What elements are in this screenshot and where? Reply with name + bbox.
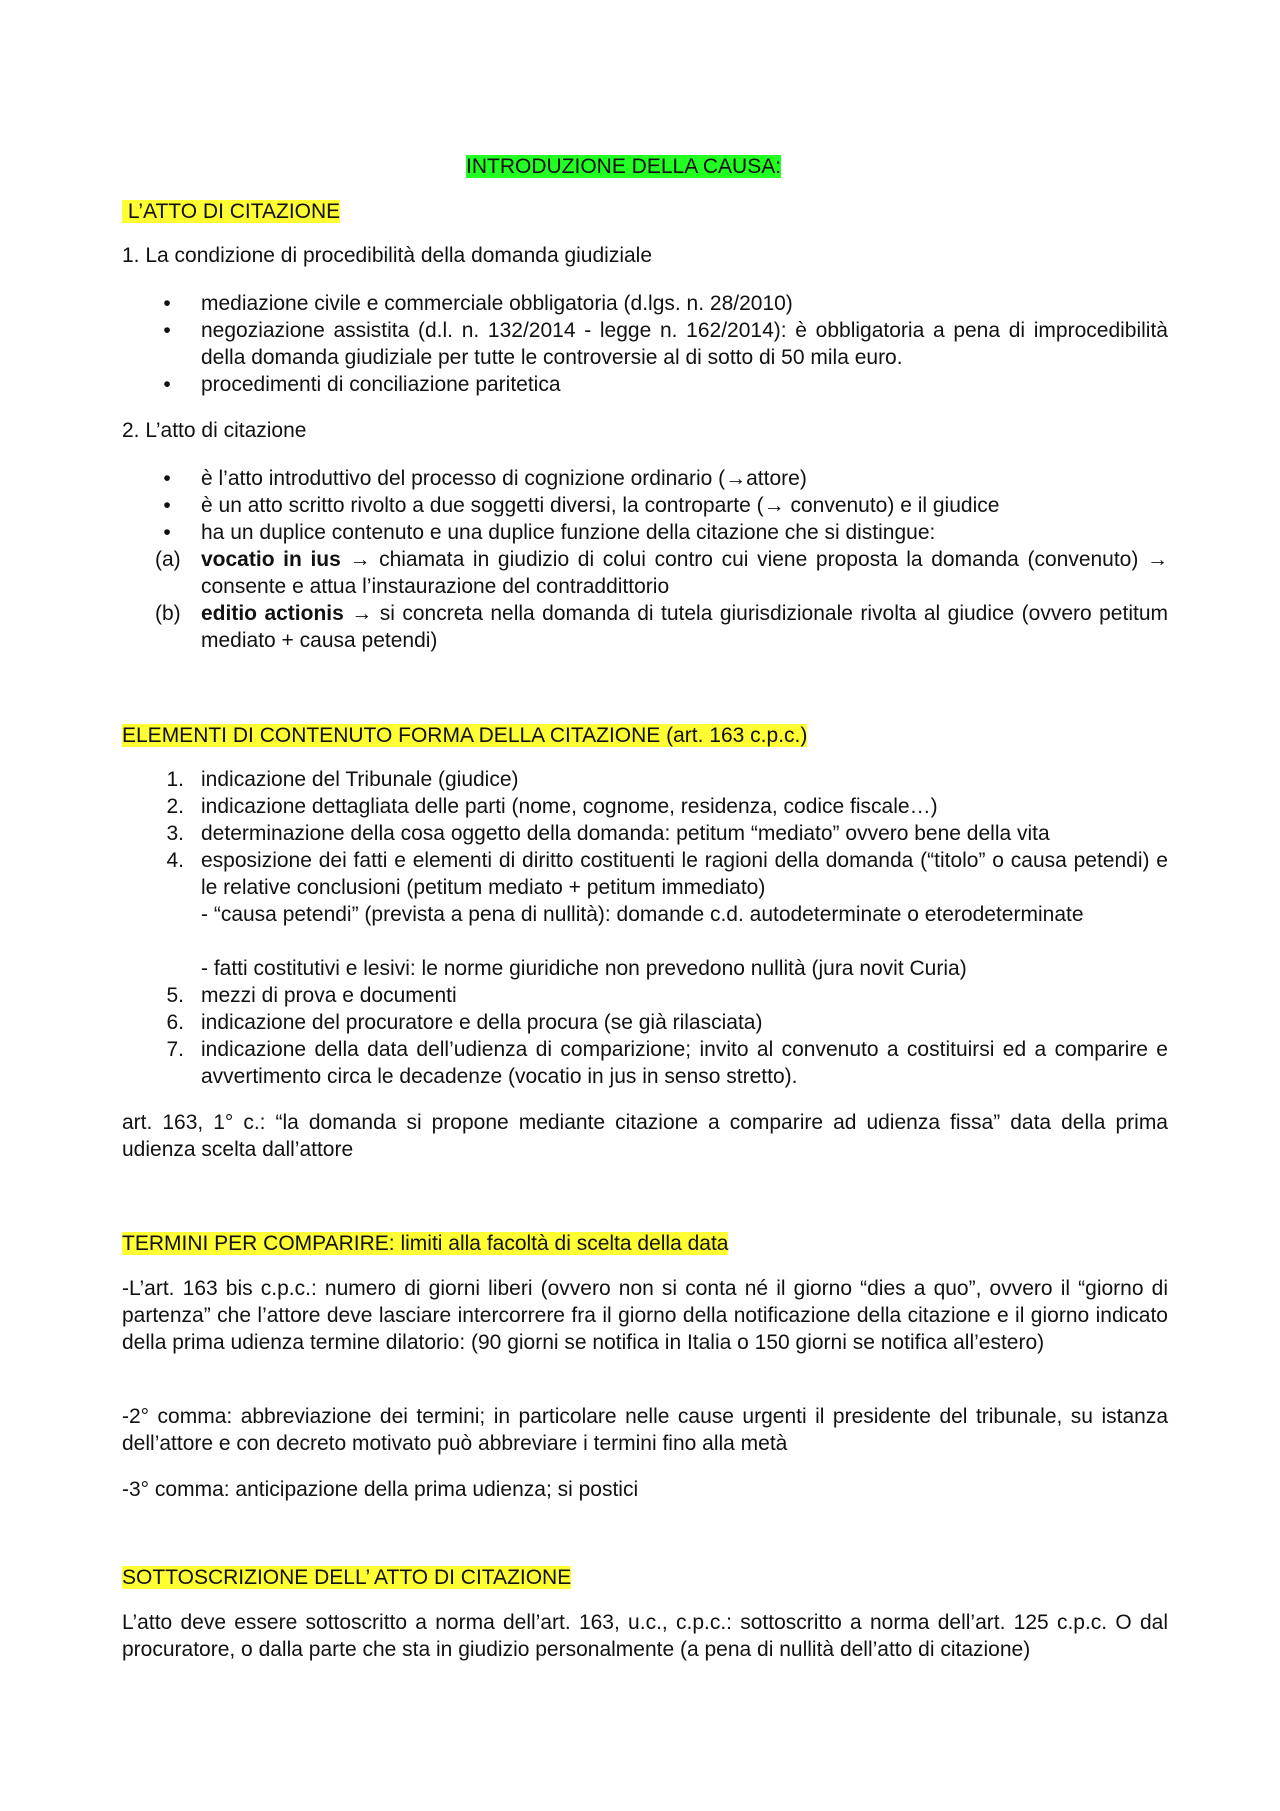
item2-title: 2. L’atto di citazione <box>122 419 307 442</box>
item1-title: 1. La condizione di procedibilità della domanda giudiziale <box>122 244 653 267</box>
bullet-icon: • <box>163 467 171 490</box>
document-title: INTRODUZIONE DELLA CAUSA: <box>466 155 782 178</box>
bullet-icon: • <box>163 319 171 342</box>
bullet-icon: • <box>163 292 171 315</box>
paragraph: -3° comma: anticipazione della prima udienza; si postici <box>122 1478 639 1501</box>
section-heading-termini: TERMINI PER COMPARIRE: limiti alla facoltà di scelta della data <box>122 1232 729 1255</box>
article-note: art. 163, 1° c.: “la domanda si propone mediante citazione a comparire ad udienza fissa” data della prima udienza scelta dall’attore <box>122 1111 1168 1161</box>
paragraph: -L’art. 163 bis c.p.c.: numero di giorni liberi (ovvero non si conta né il giorno “dies a quo”, ovvero il “giorno di partenza” che l’attore deve lasciare intercorrere fra il giorno della notificazione della citazione e il giorno indicato della prima udienza termine dilatorio: (90 giorni se notifica in Italia o 150 giorni se notifica all’estero) <box>122 1277 1168 1354</box>
section-heading-elementi: ELEMENTI DI CONTENUTO FORMA DELLA CITAZIONE (art. 163 c.p.c.) <box>122 724 808 747</box>
bullet-icon: • <box>163 521 171 544</box>
bullet-icon: • <box>163 373 171 396</box>
paragraph: -2° comma: abbreviazione dei termini; in particolare nelle cause urgenti il presidente del tribunale, su istanza dell’attore e con decreto motivato può abbreviare i termini fino alla metà <box>122 1405 1168 1455</box>
paragraph: L’atto deve essere sottoscritto a norma dell’art. 163, u.c., c.p.c.: sottoscritto a norma dell’art. 125 c.p.c. O dal procuratore, o dalla parte che sta in giudizio personalmente (a pena di nullità dell’atto di citazione) <box>122 1611 1168 1661</box>
section-heading-atto-di-citazione: L’ATTO DI CITAZIONE <box>122 200 341 223</box>
section-heading-sottoscrizione: SOTTOSCRIZIONE DELL’ ATTO DI CITAZIONE <box>122 1566 572 1589</box>
bullet-icon: • <box>163 494 171 517</box>
